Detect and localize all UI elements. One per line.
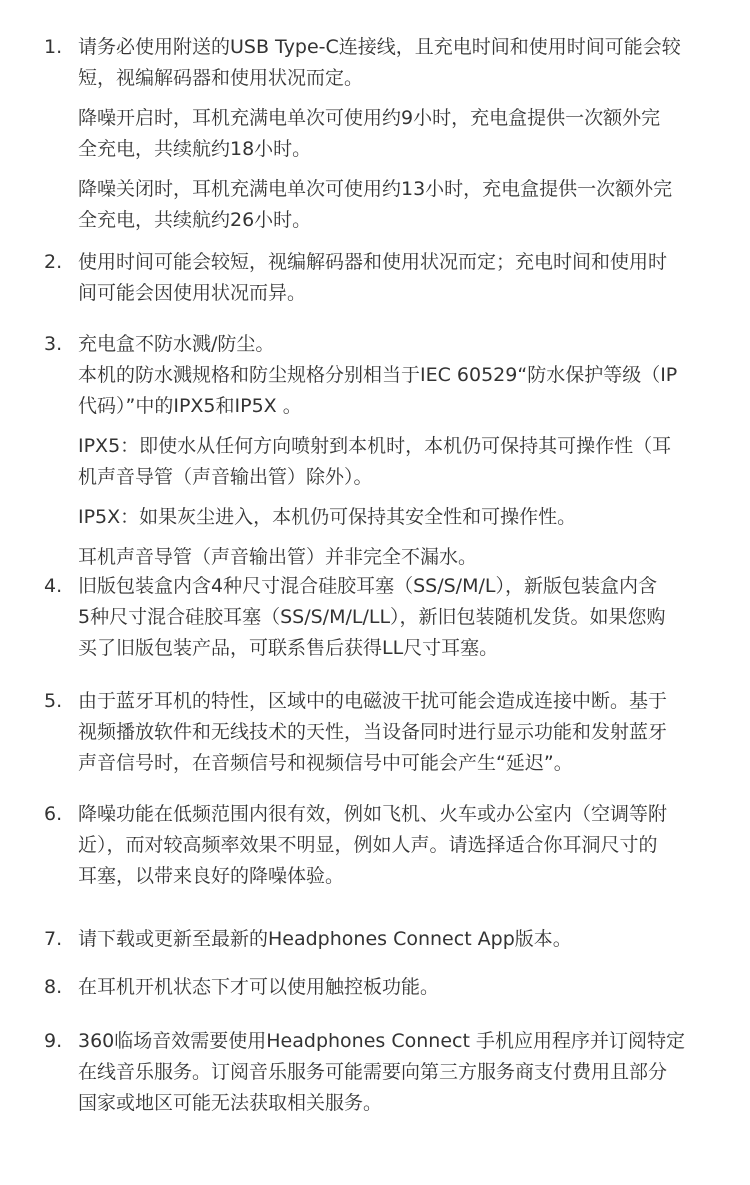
note-line: 近），而对较高频率效果不明显，例如人声。请选择适合你耳洞尺寸的 <box>78 834 658 856</box>
note-line: 充电盒不防水溅/防尘。 <box>78 333 275 355</box>
note-line: 请务必使用附送的USB Type-C连接线，且充电时间和使用时间可能会较 <box>78 36 681 58</box>
note-paragraph <box>78 972 710 1003</box>
note-number: 1. <box>44 36 63 58</box>
note-item <box>44 972 710 1003</box>
note-body <box>78 972 710 1003</box>
note-line: 全充电，共续航约26小时。 <box>78 209 312 231</box>
note-paragraph <box>78 1026 710 1119</box>
note-number: 7. <box>44 928 63 950</box>
note-paragraph <box>78 32 710 94</box>
note-item <box>44 1026 710 1119</box>
note-paragraph <box>78 924 710 955</box>
note-paragraph <box>78 247 710 309</box>
note-paragraph <box>78 799 710 892</box>
note-line: 间可能会因使用状况而异。 <box>78 282 307 304</box>
note-line: 机声音导管（声音输出管）除外）。 <box>78 466 373 488</box>
note-number: 9. <box>44 1030 63 1052</box>
note-number: 8. <box>44 976 63 998</box>
note-line: 降噪功能在低频范围内很有效，例如飞机、火车或办公室内（空调等附 <box>78 803 668 825</box>
note-line: 旧版包装盒内含4种尺寸混合硅胶耳塞（SS/S/M/L），新版包装盒内含 <box>78 575 657 597</box>
note-item <box>44 32 710 236</box>
note-item <box>44 924 710 955</box>
note-line: 国家或地区可能无法获取相关服务。 <box>78 1092 383 1114</box>
note-body <box>78 571 710 664</box>
note-body <box>78 799 710 892</box>
note-line: 降噪关闭时，耳机充满电单次可使用约13小时，充电盒提供一次额外完 <box>78 178 673 200</box>
note-body <box>78 1026 710 1119</box>
note-line: 降噪开启时，耳机充满电单次可使用约9小时，充电盒提供一次额外完 <box>78 107 661 129</box>
note-number: 2. <box>44 251 63 273</box>
note-body <box>78 686 710 779</box>
note-line: 使用时间可能会较短，视编解码器和使用状况而定；充电时间和使用时 <box>78 251 668 273</box>
note-line: 视频播放软件和无线技术的天性，当设备同时进行显示功能和发射蓝牙 <box>78 721 668 743</box>
note-line: IP5X：如果灰尘进入，本机仍可保持其安全性和可操作性。 <box>78 506 577 528</box>
note-line: 本机的防水溅规格和防尘规格分别相当于IEC 60529“防水保护等级（IP <box>78 364 678 386</box>
note-item <box>44 799 710 892</box>
note-paragraph <box>78 103 710 165</box>
note-line: 360临场音效需要使用Headphones Connect 手机应用程序并订阅特定 <box>78 1030 685 1052</box>
note-line: 在线音乐服务。订阅音乐服务可能需要向第三方服务商支付费用且部分 <box>78 1061 668 1083</box>
note-paragraph <box>78 360 710 422</box>
note-line: 请下载或更新至最新的Headphones Connect App版本。 <box>78 928 572 950</box>
note-item <box>44 247 710 309</box>
note-line: 全充电，共续航约18小时。 <box>78 138 312 160</box>
note-line: 短，视编解码器和使用状况而定。 <box>78 67 364 89</box>
note-line: 由于蓝牙耳机的特性，区域中的电磁波干扰可能会造成连接中断。基于 <box>78 690 668 712</box>
note-paragraph <box>78 174 710 236</box>
note-paragraph <box>78 329 710 360</box>
note-paragraph <box>78 431 710 493</box>
note-paragraph <box>78 686 710 779</box>
note-body <box>78 32 710 236</box>
note-number: 5. <box>44 690 63 712</box>
note-paragraph <box>78 571 710 664</box>
note-line: IPX5：即使水从任何方向喷射到本机时，本机仍可保持其可操作性（耳 <box>78 435 672 457</box>
note-line: 声音信号时，在音频信号和视频信号中可能会产生“延迟”。 <box>78 752 573 774</box>
note-line: 耳机声音导管（声音输出管）并非完全不漏水。 <box>78 546 478 568</box>
note-number: 3. <box>44 333 63 355</box>
note-line: 在耳机开机状态下才可以使用触控板功能。 <box>78 976 440 998</box>
note-line: 5种尺寸混合硅胶耳塞（SS/S/M/L/LL），新旧包装随机发货。如果您购 <box>78 606 666 628</box>
note-body <box>78 329 710 573</box>
note-body <box>78 924 710 955</box>
note-line: 代码）”中的IPX5和IP5X 。 <box>78 395 302 417</box>
note-line: 耳塞，以带来良好的降噪体验。 <box>78 865 345 887</box>
note-number: 6. <box>44 803 63 825</box>
note-number: 4. <box>44 575 63 597</box>
note-item <box>44 571 710 664</box>
note-item <box>44 686 710 779</box>
note-paragraph <box>78 542 710 573</box>
note-item <box>44 329 710 573</box>
note-body <box>78 247 710 309</box>
note-line: 买了旧版包装产品，可联系售后获得LL尺寸耳塞。 <box>78 637 499 659</box>
note-paragraph <box>78 502 710 533</box>
